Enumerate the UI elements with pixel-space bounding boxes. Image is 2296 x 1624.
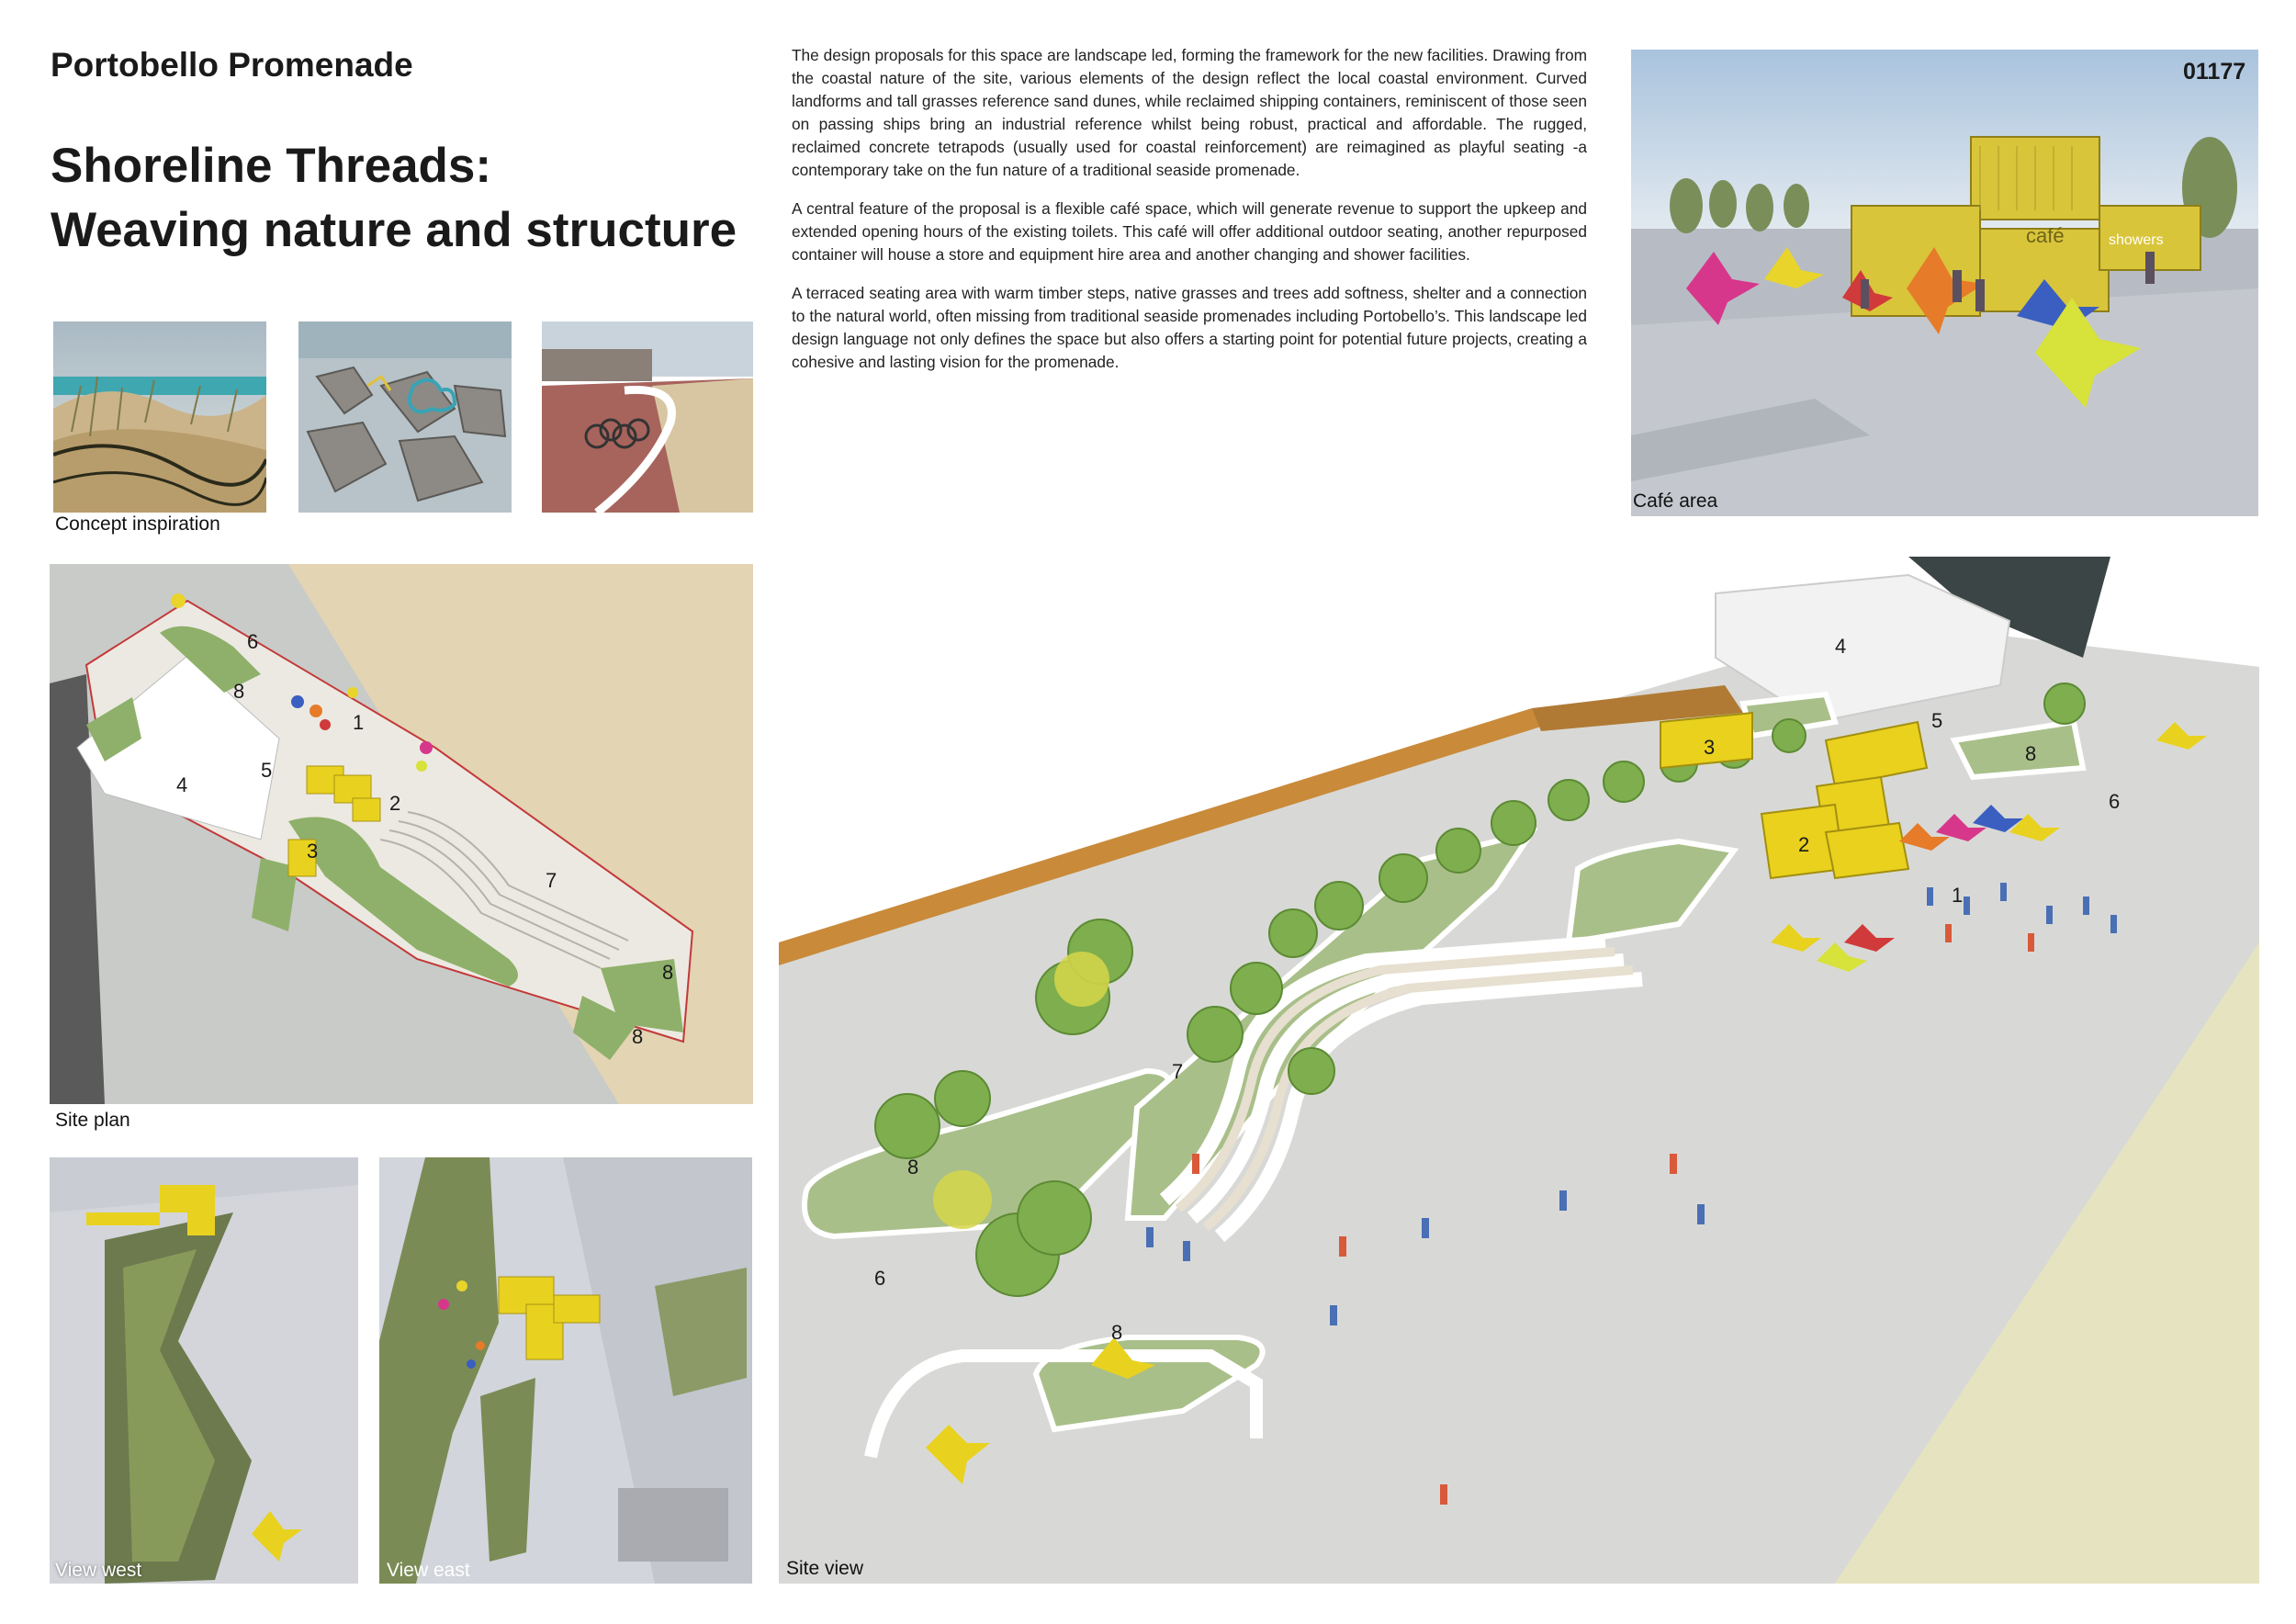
view-label-7: 7 (1172, 1060, 1184, 1083)
concept-image-dunes (53, 321, 266, 513)
site-view-render (779, 557, 2259, 1584)
cafe-caption: Café area (1633, 491, 1718, 512)
view-east-caption: View east (387, 1560, 470, 1581)
cafe-render (1631, 50, 2258, 516)
view-label-6a: 6 (2109, 790, 2121, 813)
site-view-caption: Site view (786, 1558, 864, 1579)
cafe-caption-wrap (1633, 491, 1717, 513)
view-label-8a: 8 (907, 1156, 919, 1179)
view-west-render (50, 1157, 358, 1584)
description (792, 44, 1587, 389)
plan-label-5: 5 (261, 759, 273, 782)
view-west-caption: View west (55, 1560, 142, 1581)
site-plan-caption: Site plan (55, 1110, 130, 1131)
view-label-6b: 6 (874, 1267, 886, 1290)
view-label-8c: 8 (2025, 742, 2037, 765)
concept-image-promenade (542, 321, 753, 513)
view-label-8b: 8 (1111, 1321, 1123, 1344)
plan-label-2: 2 (389, 792, 401, 815)
project-code: 01177 (2183, 59, 2246, 85)
concept-image-tetrapods (298, 321, 512, 513)
description-paragraph-1: The design proposals for this space are landscape led, forming the framework for the new facilities. Drawing from the coastal nature of the site, various elements of the design reflect the local coastal environment. Curved landforms and tall grasses reference sand dunes, while reclaimed shipping containers, reminiscent of those seen on passing ships bring an industrial reference whilst being robust, practical and affordable. The rugged, reclaimed concrete tetrapods (usually used for coastal reinforcement) are reimagined as playful seating -a contemporary take on the fun nature of a traditional seaside promenade. (792, 46, 1587, 179)
plan-label-7: 7 (546, 869, 557, 892)
plan-label-8a: 8 (233, 680, 245, 703)
view-label-3: 3 (1704, 736, 1716, 759)
description-paragraph-3: A terraced seating area with warm timber steps, native grasses and trees add softness, shelter and a connection to the natural world, often missing from traditional seaside promenades including Portobello’s. This landscape led design language not only defines the space but also offers a starting point for potential future projects, creating a cohesive and lasting vision for the promenade. (792, 284, 1587, 371)
view-label-5: 5 (1931, 709, 1943, 732)
plan-label-6: 6 (247, 630, 259, 653)
view-label-1: 1 (1952, 884, 1964, 907)
site-plan (50, 564, 753, 1104)
plan-label-4: 4 (176, 773, 188, 796)
plan-label-8c: 8 (632, 1025, 644, 1048)
showers-sign: showers (2109, 232, 2164, 248)
cafe-sign: café (2026, 224, 2065, 247)
project-title: Portobello Promenade (51, 46, 413, 84)
plan-label-3: 3 (307, 840, 319, 863)
view-label-2: 2 (1798, 833, 1810, 856)
description-paragraph-2: A central feature of the proposal is a flexible café space, which will generate revenue to support the upkeep and extended opening hours of the existing toilets. This café will offer additional outdoor seating, another repurposed container will house a store and equipment hire area and another changing and shower facilities. (792, 199, 1587, 264)
headline-line-2: Weaving nature and structure (51, 203, 737, 257)
plan-label-8b: 8 (662, 961, 674, 984)
plan-label-1: 1 (353, 711, 365, 734)
view-label-4: 4 (1835, 635, 1847, 658)
view-east-render (379, 1157, 752, 1584)
headline (51, 134, 785, 263)
concept-caption: Concept inspiration (55, 513, 220, 535)
headline-line-1: Shoreline Threads: (51, 139, 492, 193)
